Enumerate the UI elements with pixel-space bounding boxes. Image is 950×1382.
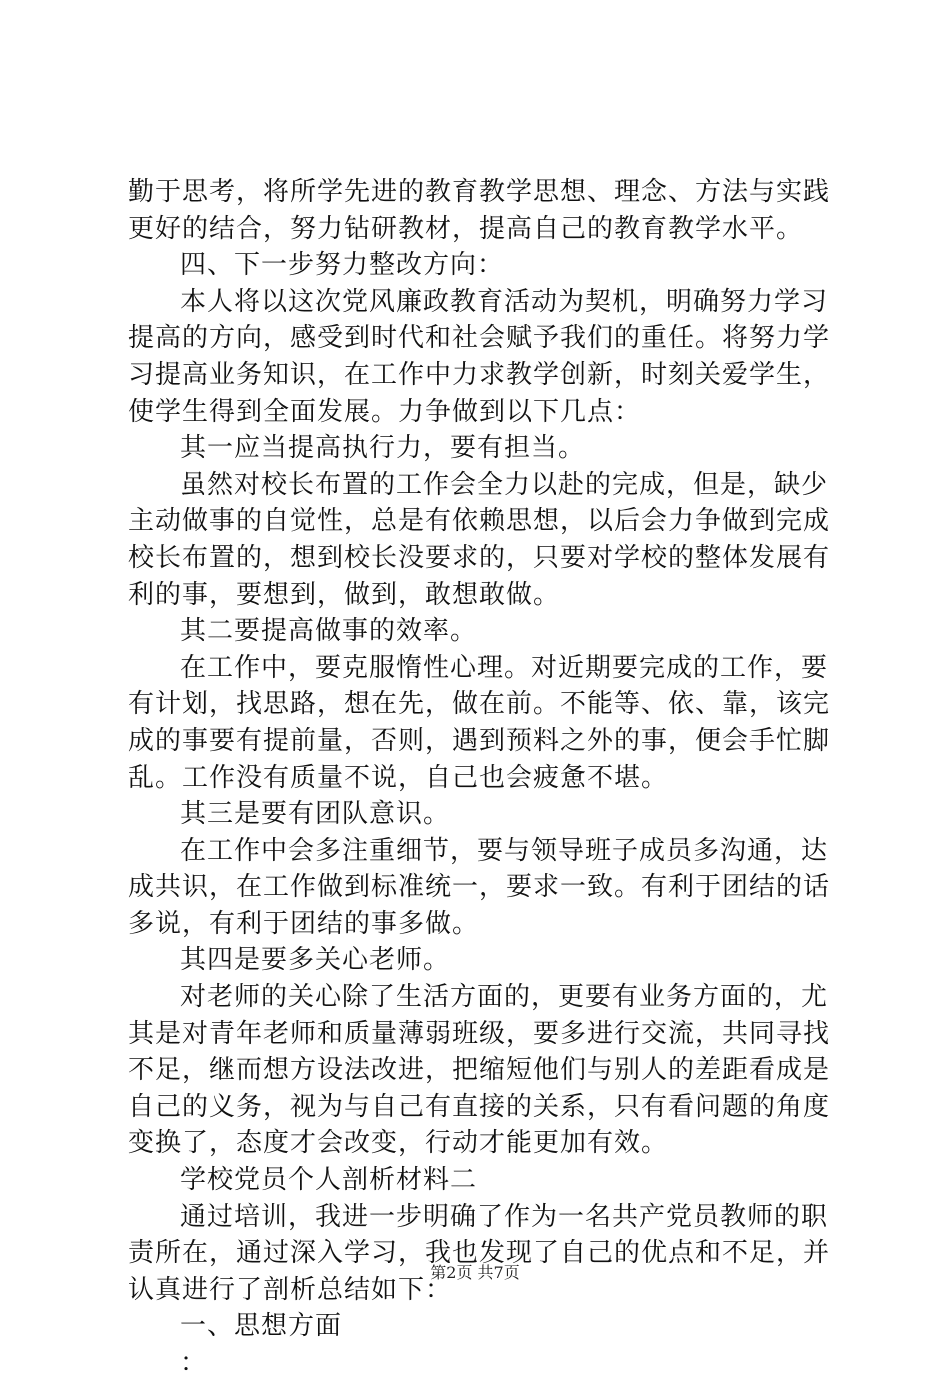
paragraph: 在工作中，要克服惰性心理。对近期要完成的工作，要有计划，找思路，想在先，做在前。不能等、依、靠，该完成的事要有提前量，否则，遇到预料之外的事，便会手忙脚乱。工作没有质量不说，自己也会疲惫不堪。 [128, 652, 831, 793]
paragraph: 在工作中会多注重细节，要与领导班子成员多沟通，达成共识，在工作做到标准统一，要求一致。有利于团结的话多说，有利于团结的事多做。 [128, 835, 831, 939]
paragraph: 其四是要多关心老师。 [180, 945, 451, 976]
paragraph: 其一应当提高执行力，要有担当。 [180, 433, 586, 464]
paragraph: 一、思想方面 [180, 1311, 343, 1342]
paragraph: 勤于思考，将所学先进的教育教学思想、理念、方法与实践更好的结合，努力钻研教材，提高自己的教育教学水平。 [128, 177, 831, 244]
paragraph: 对老师的关心除了生活方面的，更要有业务方面的，尤其是对青年老师和质量薄弱班级，要多进行交流，共同寻找不足，继而想方设法改进，把缩短他们与别人的差距看成是自己的义务，视为与自己有直接的关系，只有看问题的角度变换了，态度才会改变，行动才能更加有效。 [128, 982, 831, 1159]
paragraph: 学校党员个人剖析材料二 [180, 1165, 478, 1196]
paragraph: ： [180, 1348, 208, 1378]
paragraph: 其二要提高做事的效率。 [180, 616, 478, 647]
document-body [128, 174, 848, 1382]
paragraph: 四、下一步努力整改方向： [180, 250, 505, 281]
paragraph: 虽然对校长布置的工作会全力以赴的完成，但是，缺少主动做事的自觉性，总是有依赖思想，以后会力争做到完成校长布置的，想到校长没要求的，只要对学校的整体发展有利的事，要想到，做到，敢想敢做。 [128, 469, 831, 610]
paragraph: 通过培训，我进一步明确了作为一名共产党员教师的职责所在，通过深入学习，我也发现了自己的优点和不足，并认真进行了剖析总结如下： [128, 1201, 831, 1305]
page-footer: 第2页 共7页 [430, 1263, 520, 1282]
paragraph: 本人将以这次党风廉政教育活动为契机，明确努力学习提高的方向，感受到时代和社会赋予我们的重任。将努力学习提高业务知识，在工作中力求教学创新，时刻关爱学生，使学生得到全面发展。力争做到以下几点： [128, 286, 831, 427]
paragraph: 其三是要有团队意识。 [180, 799, 451, 830]
